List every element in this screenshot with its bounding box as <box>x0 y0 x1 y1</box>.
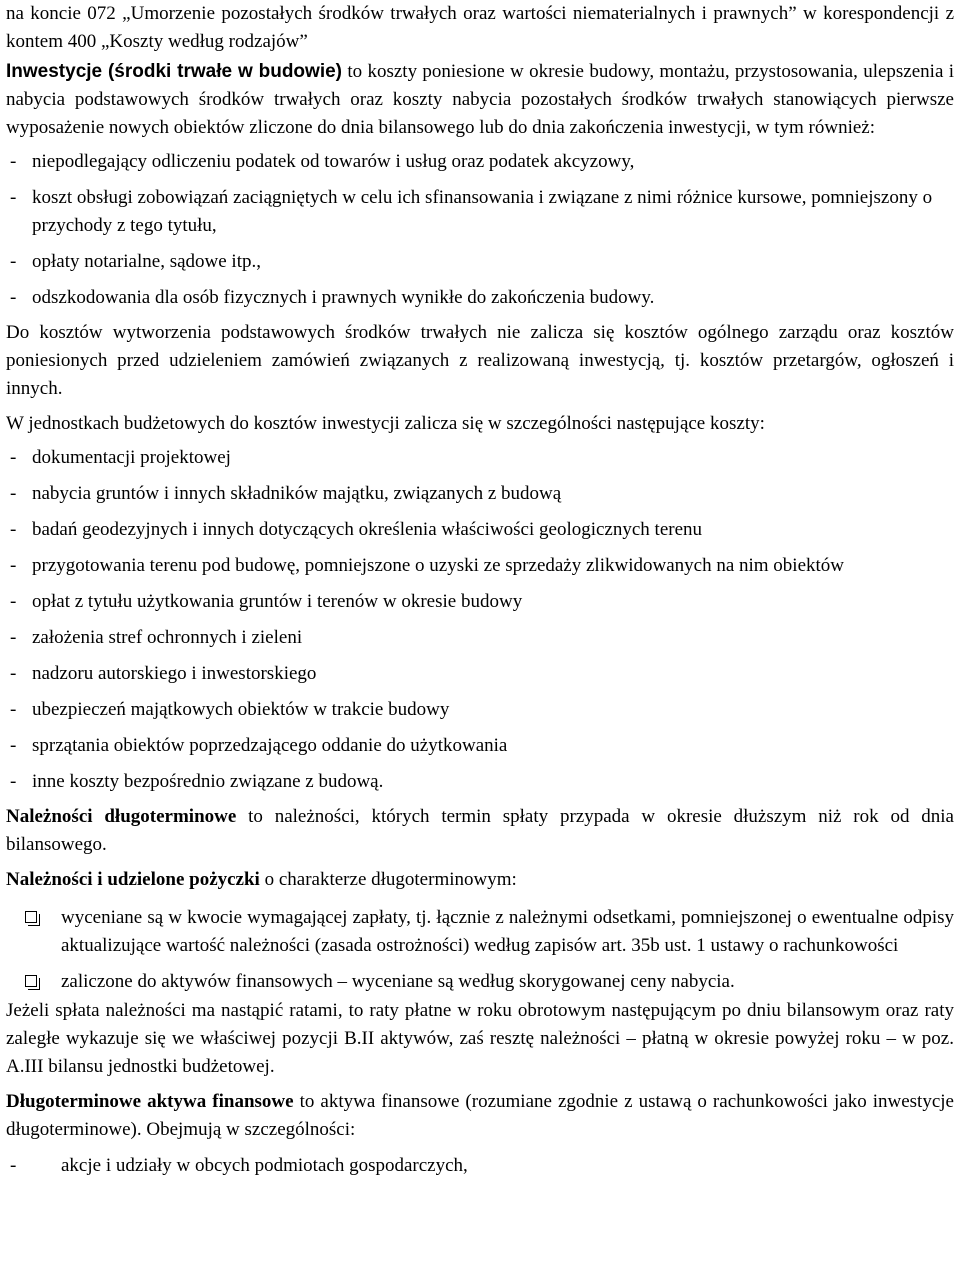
checkbox-bullet-icon <box>25 975 37 987</box>
list-item: - ubezpieczeń majątkowych obiektów w trakcie budowy <box>6 696 954 724</box>
raty-paragraph: Jeżeli spłata należności ma nastąpić ratami, to raty płatne w roku obrotowym następującym po dniu bilansowym oraz raty zaległe wykazuje się we właściwej pozycji B.II aktywów, zaś resztę należności – płatną w okresie powyżej roku – w poz. A.III bilansu jednostki budżetowej. <box>6 1000 954 1077</box>
budzetowe-intro: W jednostkach budżetowych do kosztów inwestycji zalicza się w szczególności następujące koszty: <box>6 413 765 434</box>
list-item-text: zaliczone do aktywów finansowych – wyceniane są według skorygowanej ceny nabycia. <box>61 971 735 992</box>
naleznosci-pozyczki-paragraph <box>6 866 954 894</box>
list-item: - koszt obsługi zobowiązań zaciągniętych w celu ich sfinansowania i związane z nimi różnice kursowe, pomniejszony o przychody z tego tytułu, <box>6 184 954 240</box>
naleznosci-dlugoterminowe-paragraph <box>6 803 954 859</box>
intro-paragraph: na koncie 072 „Umorzenie pozostałych środków trwałych oraz wartości niematerialnych i prawnych” w korespondencji z kontem 400 „Koszty według rodzajów” <box>6 3 954 52</box>
aktywa-paragraph <box>6 1088 954 1144</box>
list-item: - nadzoru autorskiego i inwestorskiego <box>6 660 954 688</box>
naleznosci-pozyczki-term: Należności i udzielone pożyczki <box>6 869 260 890</box>
list-item: - nabycia gruntów i innych składników majątku, związanych z budową <box>6 480 954 508</box>
naleznosci-dlugoterminowe-term: Należności długoterminowe <box>6 806 237 827</box>
inwestycje-list <box>6 148 954 312</box>
aktywa-list <box>6 1152 954 1180</box>
list-item: - opłat z tytułu użytkowania gruntów i terenów w okresie budowy <box>6 588 954 616</box>
naleznosci-pozyczki-list <box>6 904 954 996</box>
list-item: - odszkodowania dla osób fizycznych i prawnych wynikłe do zakończenia budowy. <box>6 284 954 312</box>
list-item: - akcje i udziały w obcych podmiotach gospodarczych, <box>6 1152 954 1180</box>
list-item: - założenia stref ochronnych i zieleni <box>6 624 954 652</box>
list-item <box>6 904 954 960</box>
naleznosci-pozyczki-definition: o charakterze długoterminowym: <box>259 869 517 890</box>
list-item: - dokumentacji projektowej <box>6 444 954 472</box>
list-item-text: wyceniane są w kwocie wymagającej zapłaty, tj. łącznie z należnymi odsetkami, pomniejszonej o ewentualne odpisy aktualizujące wartość należności (zasada ostrożności) według zapisów art. 35b ust. 1 ustawy o rachunkowości <box>61 907 954 956</box>
exclusions-paragraph: Do kosztów wytworzenia podstawowych środków trwałych nie zalicza się kosztów ogólnego zarządu oraz kosztów poniesionych przed udzieleniem zamówień związanych z realizowaną inwestycją, tj. kosztów przetargów, ogłoszeń i innych. <box>6 322 954 399</box>
list-item <box>6 968 954 996</box>
list-item: - opłaty notarialne, sądowe itp., <box>6 248 954 276</box>
inwestycje-paragraph <box>6 58 954 142</box>
naleznosci-dlugoterminowe-definition: to należności, których termin spłaty przypada w okresie dłuższym niż rok od dnia bilansowego. <box>6 806 954 855</box>
checkbox-bullet-icon <box>25 911 37 923</box>
list-item: - inne koszty bezpośrednio związane z budową. <box>6 768 954 796</box>
list-item: - badań geodezyjnych i innych dotyczących określenia właściwości geologicznych terenu <box>6 516 954 544</box>
aktywa-definition: to aktywa finansowe (rozumiane zgodnie z ustawą o rachunkowości jako inwestycje długoterminowe). Obejmują w szczególności: <box>6 1091 954 1140</box>
list-item: - przygotowania terenu pod budowę, pomniejszone o uzyski ze sprzedaży zlikwidowanych na nim obiektów <box>6 552 954 580</box>
inwestycje-term: Inwestycje (środki trwałe w budowie) <box>6 61 342 82</box>
aktywa-term: Długoterminowe aktywa finansowe <box>6 1091 294 1112</box>
budzetowe-list <box>6 444 954 796</box>
list-item: - niepodlegający odliczeniu podatek od towarów i usług oraz podatek akcyzowy, <box>6 148 954 176</box>
inwestycje-definition: to koszty poniesione w okresie budowy, montażu, przystosowania, ulepszenia i nabycia podstawowych środków trwałych oraz koszty nabycia pozostałych środków trwałych stanowiących pierwsze wyposażenie nowych obiektów zliczone do dnia bilansowego lub do dnia zakończenia inwestycji, w tym również: <box>6 61 955 138</box>
list-item: - sprzątania obiektów poprzedzającego oddanie do użytkowania <box>6 732 954 760</box>
